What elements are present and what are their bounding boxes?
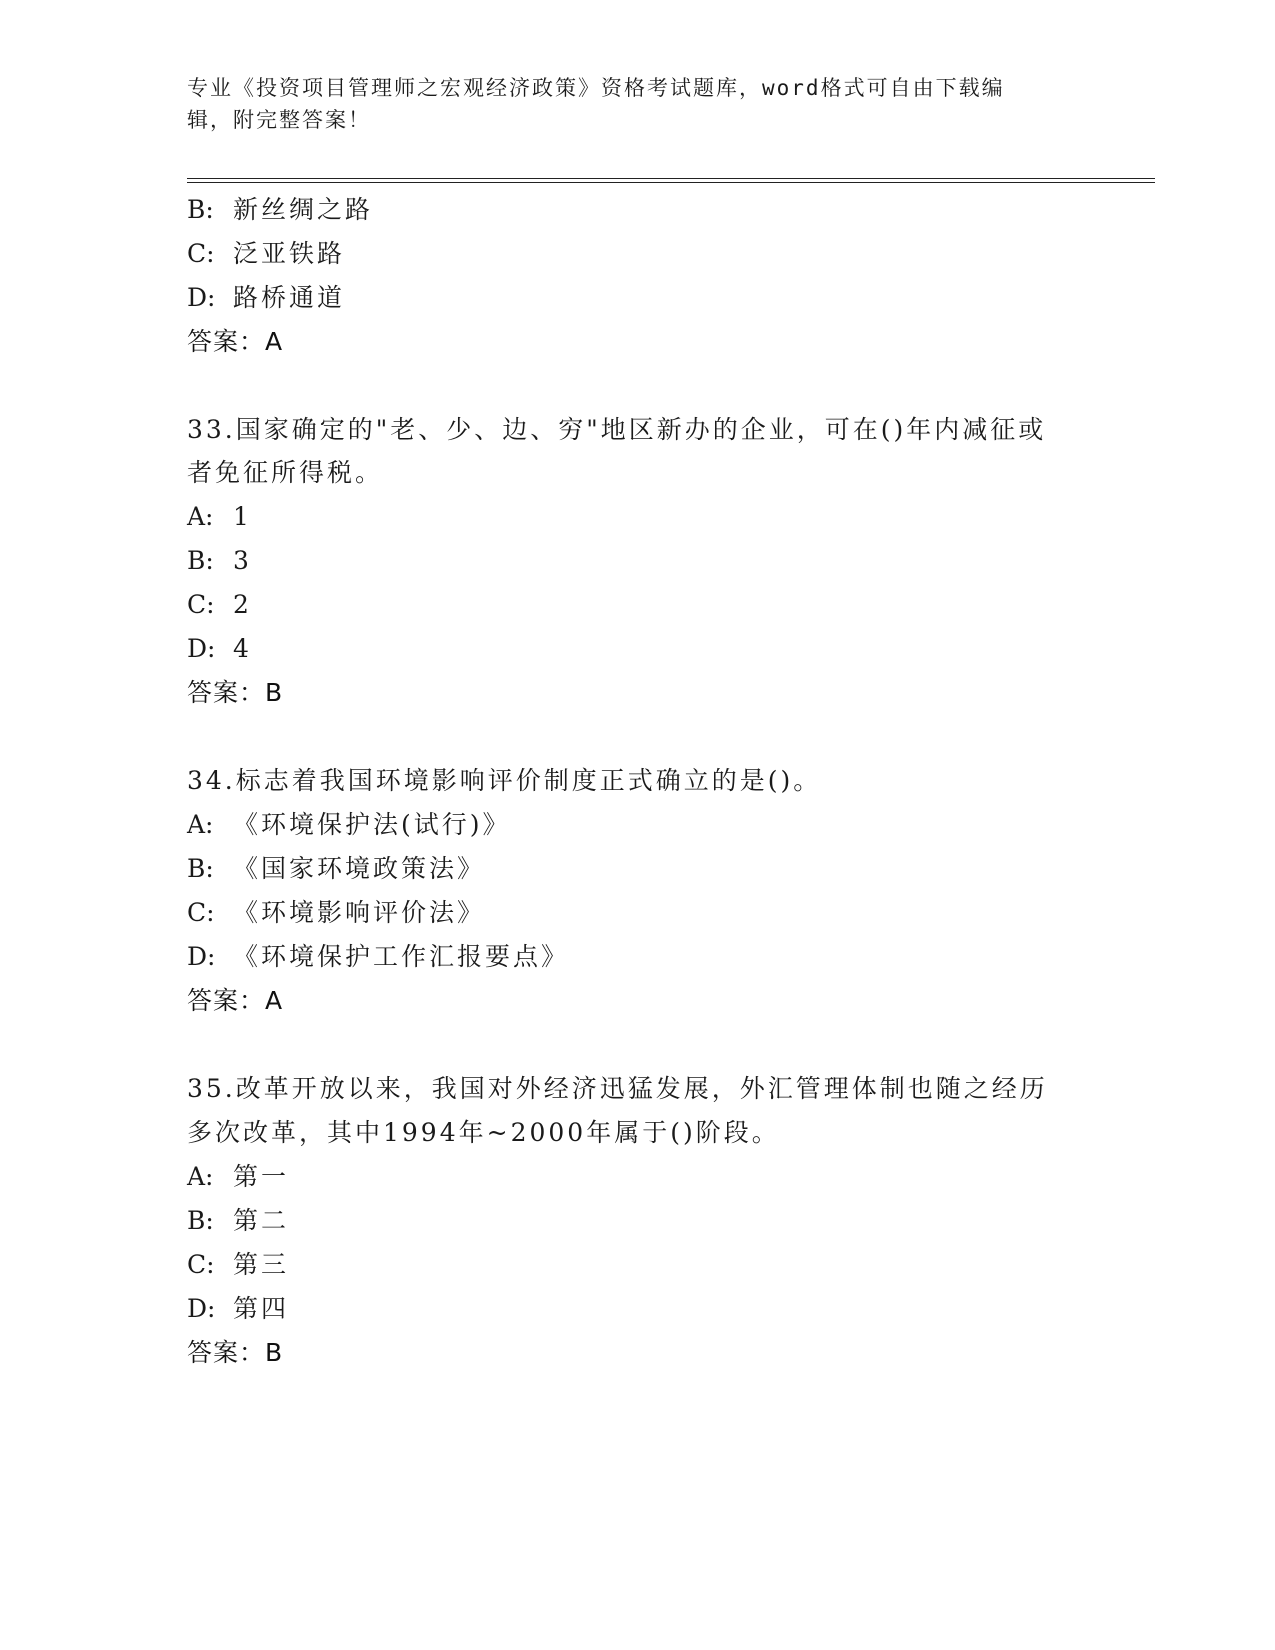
option-label: C:	[187, 590, 215, 619]
option-label: D:	[187, 283, 216, 312]
option-text: 第一	[233, 1162, 290, 1191]
header-divider-top	[187, 178, 1155, 179]
option-text: 4	[233, 634, 252, 663]
header-line-2: 辑，附完整答案！	[187, 108, 371, 132]
option-text: 《国家环境政策法》	[233, 854, 486, 883]
option-label: D:	[187, 1294, 216, 1323]
q34-answer: 答案：A	[187, 986, 284, 1015]
option-text: 2	[233, 590, 252, 619]
q35-answer: 答案：B	[187, 1338, 284, 1367]
option-text: 《环境影响评价法》	[233, 898, 486, 927]
q33-option-d	[187, 632, 252, 666]
q34-option-b	[187, 852, 485, 886]
document-header	[187, 72, 1067, 136]
header-line-1: 专业《投资项目管理师之宏观经济政策》资格考试题库，word格式可自由下载编	[187, 76, 1005, 100]
option-label: C:	[187, 239, 215, 268]
option-label: B:	[187, 1206, 214, 1235]
q35-option-d	[187, 1292, 289, 1326]
option-text: 第四	[233, 1294, 290, 1323]
q35-option-c	[187, 1248, 289, 1282]
option-text: 第二	[233, 1206, 290, 1235]
q35-stem-line-2: 多次改革，其中1994年~2000年属于()阶段。	[187, 1118, 780, 1147]
option-label: C:	[187, 1250, 215, 1279]
q32-option-d	[187, 281, 345, 315]
q32-option-b	[187, 193, 373, 227]
q33-stem-line-2: 者免征所得税。	[187, 458, 384, 487]
q34-stem-line-1: 34.标志着我国环境影响评价制度正式确立的是()。	[187, 766, 822, 795]
q33-option-c	[187, 588, 252, 622]
q34-option-a	[187, 808, 511, 842]
option-text: 路桥通道	[233, 283, 346, 312]
option-label: C:	[187, 898, 215, 927]
q35-stem-line-1: 35.改革开放以来，我国对外经济迅猛发展，外汇管理体制也随之经历	[187, 1074, 1048, 1103]
option-label: B:	[187, 854, 214, 883]
option-label: D:	[187, 942, 216, 971]
q33-option-a	[187, 500, 252, 534]
option-label: B:	[187, 546, 214, 575]
option-text: 新丝绸之路	[233, 195, 374, 224]
option-text: 《环境保护工作汇报要点》	[233, 942, 570, 971]
option-label: B:	[187, 195, 214, 224]
option-text: 1	[233, 502, 252, 531]
option-label: A:	[187, 810, 214, 839]
q33-answer: 答案：B	[187, 678, 284, 707]
q34-option-c	[187, 896, 485, 930]
q33-stem-line-1: 33.国家确定的"老、少、边、穷"地区新办的企业，可在()年内减征或	[187, 415, 1047, 444]
q35-option-b	[187, 1204, 289, 1238]
option-label: A:	[187, 1162, 214, 1191]
q33-option-b	[187, 544, 252, 578]
option-label: D:	[187, 634, 216, 663]
option-text: 泛亚铁路	[233, 239, 346, 268]
q34-option-d	[187, 940, 569, 974]
option-text: 3	[233, 546, 252, 575]
q32-option-c	[187, 237, 345, 271]
header-divider-bottom	[187, 182, 1155, 183]
q32-answer: 答案：A	[187, 327, 284, 356]
option-text: 《环境保护法(试行)》	[233, 810, 511, 839]
option-text: 第三	[233, 1250, 290, 1279]
q35-option-a	[187, 1160, 289, 1194]
option-label: A:	[187, 502, 214, 531]
